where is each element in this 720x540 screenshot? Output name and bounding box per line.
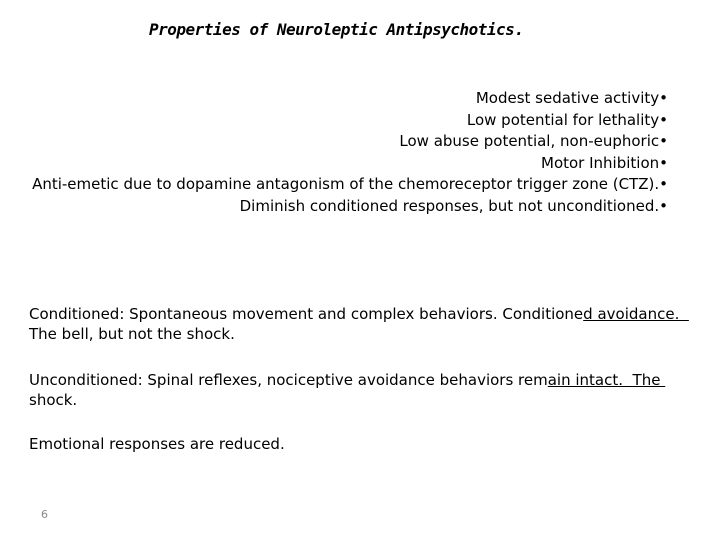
bullet-item: Diminish conditioned responses, but not unconditioned.• [239,196,668,215]
slide-title: Properties of Neuroleptic Antipsychotics. [149,20,524,39]
conditioned-paragraph: Conditioned: Spontaneous movement and complex behaviors. Conditioned avoidance. The bell, but not the shock. [29,305,689,343]
bullet-item: Motor Inhibition• [541,153,668,172]
page-number: 6 [41,508,48,521]
bullet-item: Modest sedative activity• [475,89,668,107]
bullet-list [32,88,668,218]
unconditioned-paragraph: Unconditioned: Spinal reflexes, nociceptive avoidance behaviors remain intact. The shock. [29,371,666,409]
bullet-item: Low abuse potential, non-euphoric• [399,132,668,151]
bullet-item: Low potential for lethality• [466,110,668,129]
emotional-paragraph: Emotional responses are reduced. [29,435,285,453]
bullet-item: Anti-emetic due to dopamine antagonism of the chemoreceptor trigger zone (CTZ).• [32,175,668,194]
